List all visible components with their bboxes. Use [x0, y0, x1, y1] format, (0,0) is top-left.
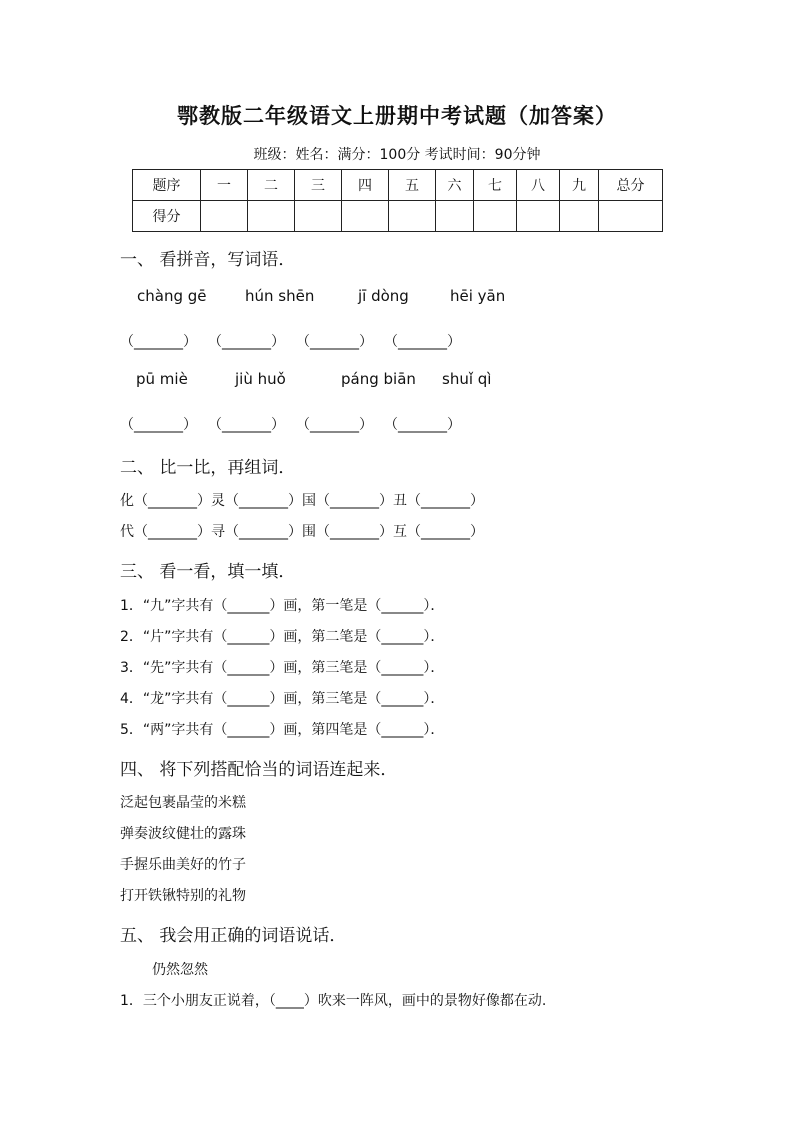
- header-cell: 九: [560, 170, 599, 201]
- score-table: [132, 169, 663, 232]
- pinyin-item: shuǐ qì: [442, 370, 492, 388]
- score-cell[interactable]: [201, 201, 248, 232]
- answer-blank-row-1: [120, 331, 720, 351]
- pinyin-row-1: [120, 287, 720, 307]
- header-cell: 七: [474, 170, 517, 201]
- pinyin-item: pū miè: [136, 370, 188, 388]
- answer-blank[interactable]: （_______）: [384, 334, 461, 350]
- stroke-question[interactable]: 4．“龙”字共有（______）画，第三笔是（______）．: [120, 691, 445, 707]
- section3-heading: 三、 看一看，填一填．: [120, 562, 296, 582]
- pinyin-item: páng biān: [341, 370, 416, 388]
- section5-heading: 五、 我会用正确的词语说话．: [120, 926, 347, 946]
- header-cell: 题序: [133, 170, 201, 201]
- answer-blank[interactable]: （_______）: [120, 334, 197, 350]
- pinyin-item: jī dòng: [358, 287, 409, 305]
- header-cell: 六: [436, 170, 474, 201]
- match-row: 手握乐曲美好的竹子: [120, 857, 246, 873]
- match-row: 泛起包裹晶莹的米糕: [120, 795, 246, 811]
- pinyin-item: hún shēn: [245, 287, 315, 305]
- score-cell[interactable]: [295, 201, 342, 232]
- match-row: 打开铁锹特别的礼物: [120, 888, 246, 904]
- header-cell: 五: [389, 170, 436, 201]
- score-cell[interactable]: [560, 201, 599, 232]
- stroke-question[interactable]: 5．“两”字共有（______）画，第四笔是（______）．: [120, 722, 445, 738]
- answer-blank[interactable]: （_______）: [384, 417, 461, 433]
- header-cell: 三: [295, 170, 342, 201]
- word-bank: 仍然忽然: [152, 962, 208, 978]
- compare-row-1[interactable]: 化（_______）灵（_______）国（_______）丑（_______）: [120, 493, 484, 509]
- header-cell: 总分: [599, 170, 663, 201]
- exam-info: 班级：姓名：满分：100分 考试时间：90分钟: [253, 147, 541, 163]
- answer-blank[interactable]: （_______）: [296, 334, 373, 350]
- answer-blank[interactable]: （_______）: [208, 417, 285, 433]
- page-title: 鄂教版二年级语文上册期中考试题（加答案）: [177, 103, 617, 128]
- section4-heading: 四、 将下列搭配恰当的词语连起来．: [120, 760, 398, 780]
- header-cell: 二: [248, 170, 295, 201]
- answer-blank[interactable]: （_______）: [120, 417, 197, 433]
- pinyin-item: chàng gē: [137, 287, 207, 305]
- section1-heading: 一、 看拼音，写词语．: [120, 250, 296, 270]
- answer-blank-row-2: [120, 414, 720, 434]
- section2-heading: 二、 比一比，再组词．: [120, 458, 296, 478]
- score-cell[interactable]: [248, 201, 295, 232]
- score-row-label: 得分: [133, 201, 201, 232]
- answer-blank[interactable]: （_______）: [296, 417, 373, 433]
- score-table-score-row: [133, 201, 663, 232]
- answer-blank[interactable]: （_______）: [208, 334, 285, 350]
- pinyin-item: jiù huǒ: [235, 370, 286, 388]
- score-table-header-row: [133, 170, 663, 201]
- fill-sentence[interactable]: 1．三个小朋友正说着，（____）吹来一阵风，画中的景物好像都在动.: [120, 993, 547, 1009]
- stroke-question[interactable]: 1．“九”字共有（______）画，第一笔是（______）．: [120, 598, 445, 614]
- stroke-question[interactable]: 3．“先”字共有（______）画，第三笔是（______）．: [120, 660, 445, 676]
- score-cell[interactable]: [474, 201, 517, 232]
- pinyin-row-2: [120, 370, 720, 390]
- header-cell: 四: [342, 170, 389, 201]
- match-row: 弹奏波纹健壮的露珠: [120, 826, 246, 842]
- pinyin-item: hēi yān: [450, 287, 506, 305]
- stroke-question[interactable]: 2．“片”字共有（______）画，第二笔是（______）．: [120, 629, 445, 645]
- header-cell: 一: [201, 170, 248, 201]
- score-cell[interactable]: [436, 201, 474, 232]
- score-cell[interactable]: [342, 201, 389, 232]
- header-cell: 八: [517, 170, 560, 201]
- compare-row-2[interactable]: 代（_______）寻（_______）围（_______）互（_______）: [120, 524, 484, 540]
- score-cell[interactable]: [517, 201, 560, 232]
- score-cell[interactable]: [389, 201, 436, 232]
- score-cell[interactable]: [599, 201, 663, 232]
